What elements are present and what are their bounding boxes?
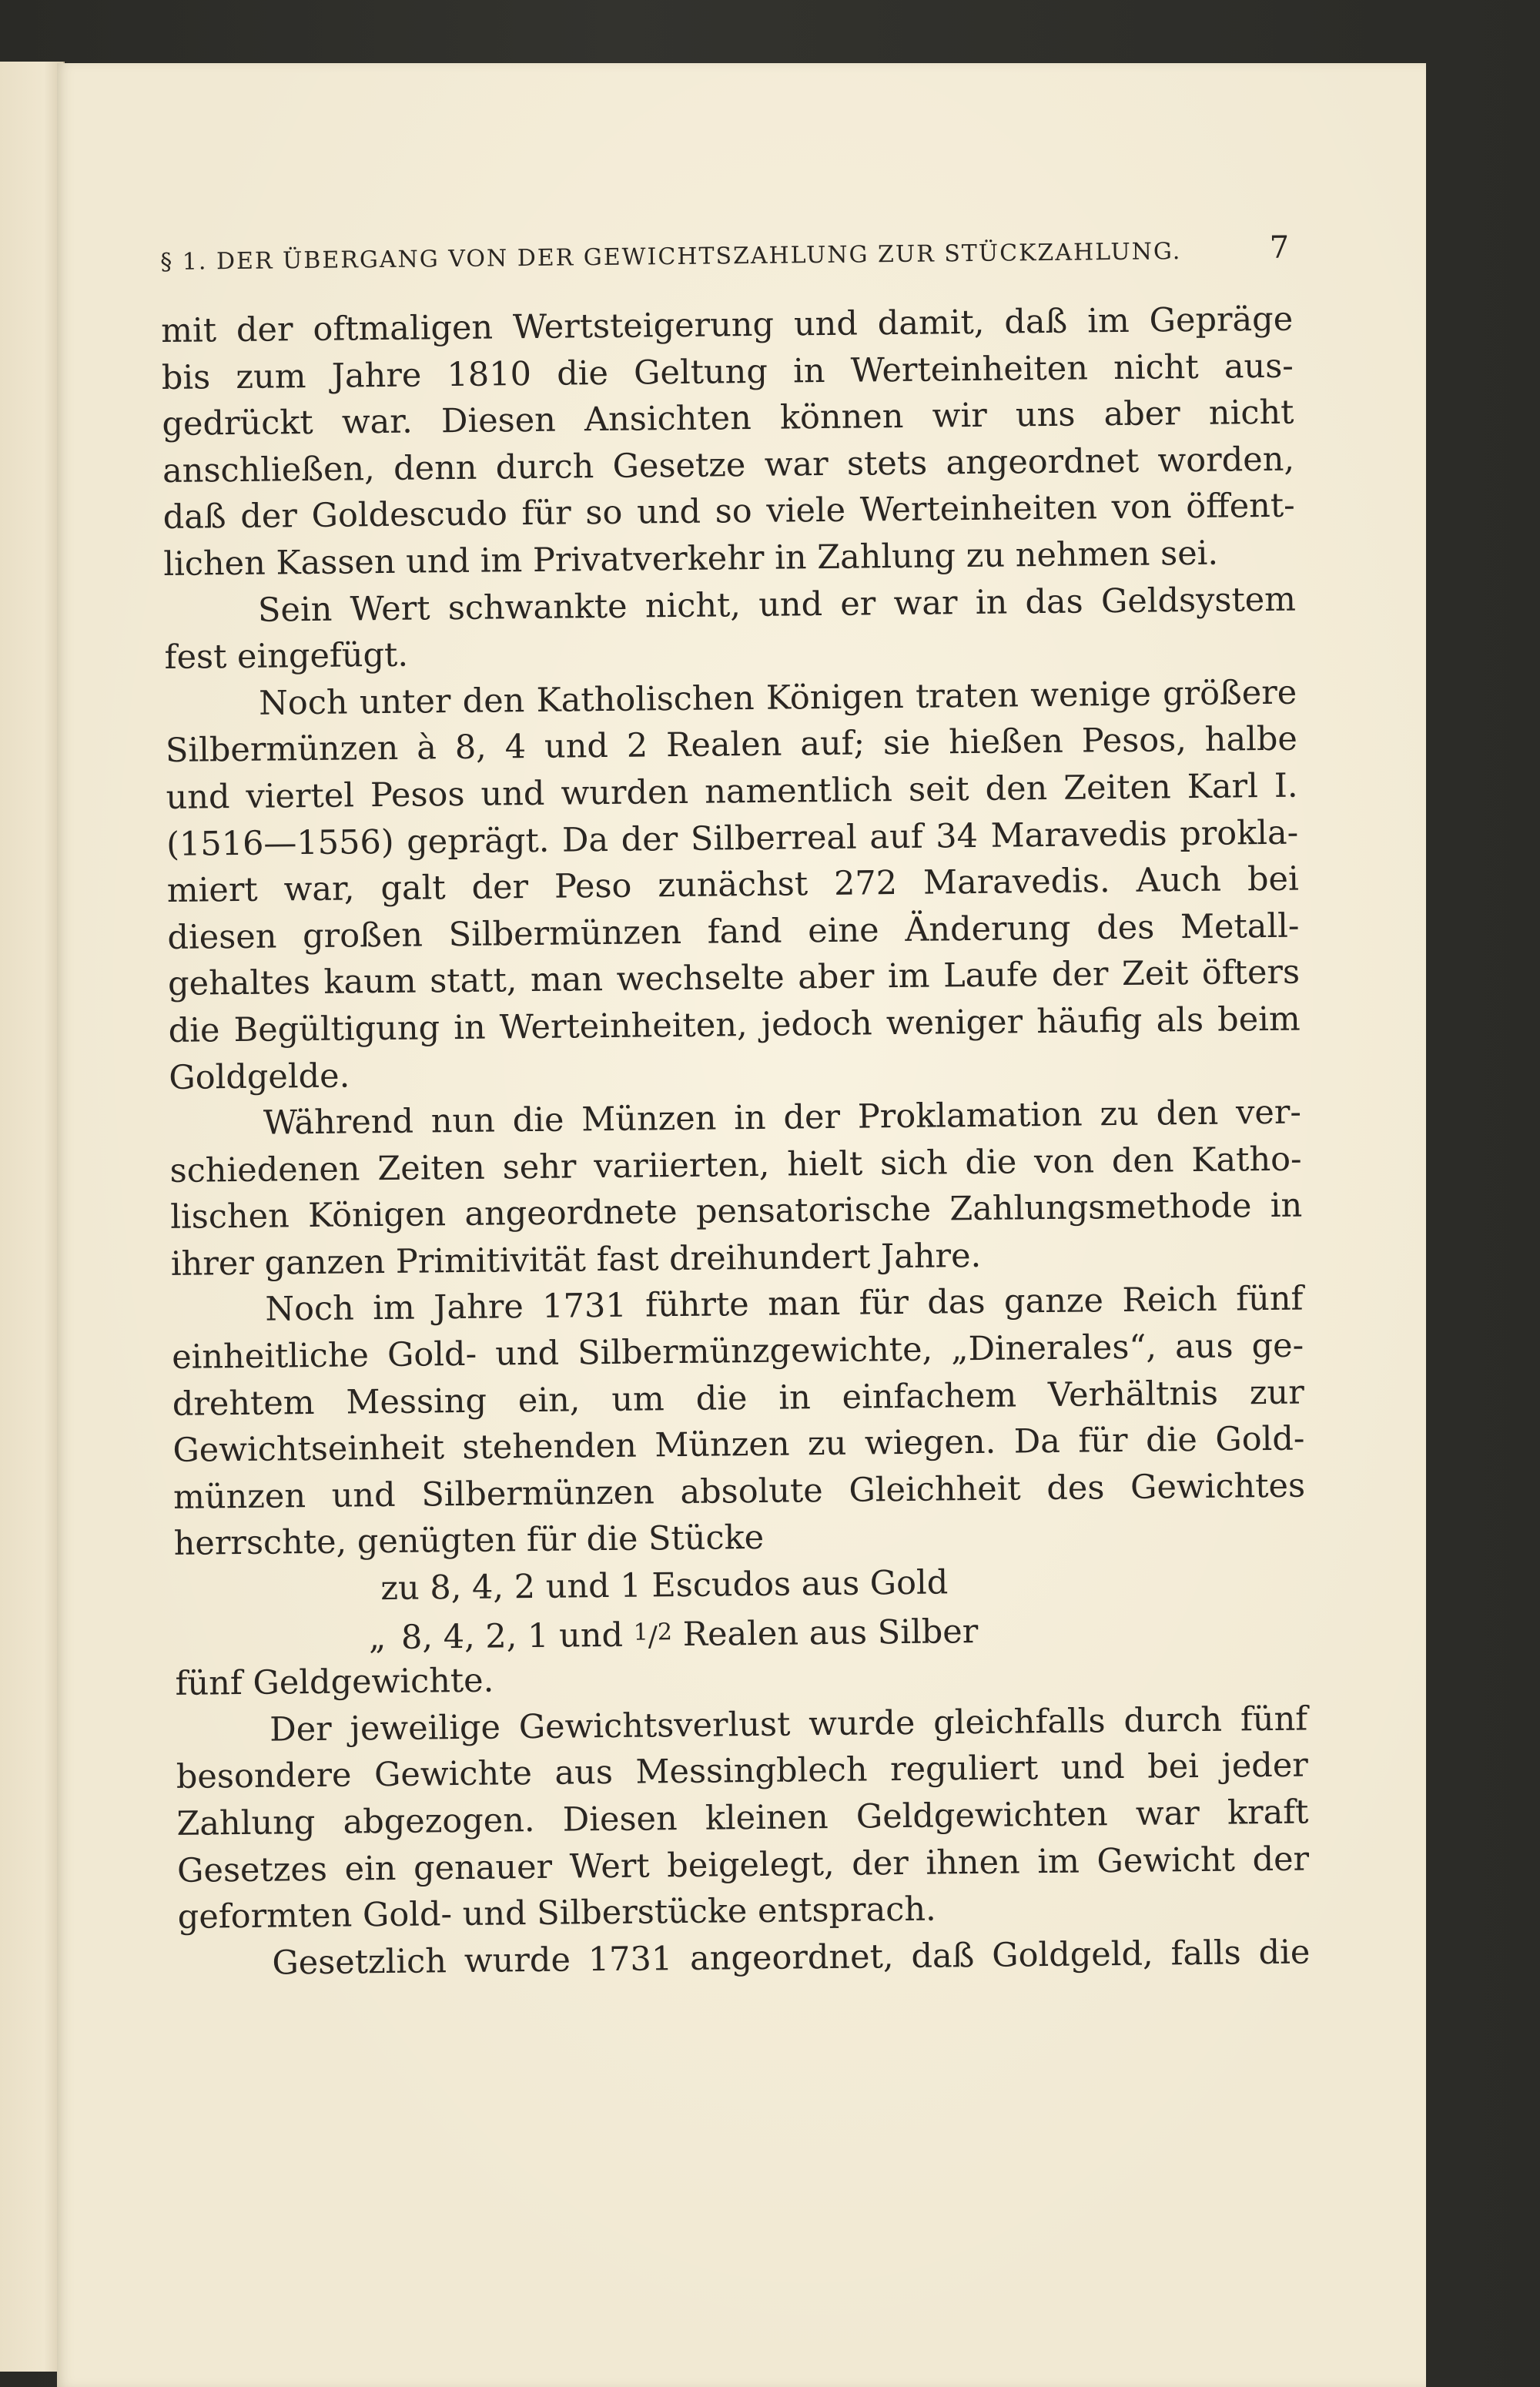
text-line: einheitliche Gold- und Silbermünzgewichte, „Dinerales“, aus ge- <box>171 1326 1304 1377</box>
text-line: fünf Geldgewichte. <box>175 1661 494 1704</box>
text-line: Goldgelde. <box>169 1056 350 1097</box>
text-line: miert war, galt der Peso zunächst 272 Maravedis. Auch bei <box>166 859 1300 911</box>
text-line: (1516—1556) geprägt. Da der Silberreal auf 34 Maravedis prokla- <box>166 813 1299 864</box>
text-line: schiedenen Zeiten sehr variierten, hielt sich die von den Katho- <box>169 1140 1302 1190</box>
coin-list-silver-end: Realen aus Silber <box>682 1612 979 1654</box>
text-line: die Begültigung in Werteinheiten, jedoch weniger häufig als beim <box>168 999 1301 1050</box>
text-line: mit der oftmaligen Wertsteigerung und damit, daß im Gepräge <box>160 300 1294 350</box>
text-line: und viertel Pesos und wurden namentlich seit den Zeiten Karl I. <box>166 766 1298 817</box>
paragraph-1 <box>161 296 1296 588</box>
text-line: münzen und Silbermünzen absolute Gleichheit des Gewichtes <box>172 1466 1306 1517</box>
paragraph-4 <box>169 1090 1303 1288</box>
section-title: § 1. DER ÜBERGANG VON DER GEWICHTSZAHLUNG ZUR STÜCKZAHLUNG. <box>160 238 1182 276</box>
text-line: Gesetzlich wurde 1731 angeordnet, daß Goldgeld, falls die <box>272 1933 1311 1983</box>
text-line: Während nun die Münzen in der Proklamation zu den ver- <box>263 1093 1302 1143</box>
text-line: Sein Wert schwankte nicht, und er war in das Geldsystem <box>257 580 1297 630</box>
running-head <box>160 230 1292 277</box>
coin-list-silver-start: 8, 4, 2, 1 und <box>400 1615 624 1657</box>
text-line: geformten Gold- und Silberstücke entsprach. <box>177 1890 936 1937</box>
fraction-slash: / <box>648 1620 658 1653</box>
text-line: anschließen, denn durch Gesetze war stets angeordnet worden, <box>162 440 1295 490</box>
text-line: gedrückt war. Diesen Ansichten können wir uns aber nicht <box>162 393 1294 444</box>
text-line: bis zum Jahre 1810 die Geltung in Werteinheiten nicht aus- <box>161 346 1294 397</box>
text-line: Silbermünzen à 8, 4 und 2 Realen auf; sie hießen Pesos, halbe <box>165 719 1298 771</box>
ditto-mark: „ <box>368 1618 387 1657</box>
text-line: fest eingefügt. <box>164 635 409 678</box>
previous-page-edge <box>0 62 65 2372</box>
text-line: herrschte, genügten für die Stücke <box>173 1518 765 1564</box>
text-line: Zahlung abgezogen. Diesen kleinen Geldgewichten war kraft <box>176 1793 1309 1843</box>
text-line: gehaltes kaum statt, man wechselte aber im Laufe der Zeit öfters <box>167 952 1301 1004</box>
text-line: Gewichtseinheit stehenden Münzen zu wiegen. Da für die Gold- <box>172 1419 1305 1471</box>
text-line: Noch unter den Katholischen Königen traten wenige größere <box>259 673 1297 723</box>
text-line: drehtem Messing ein, um die in einfachem Verhältnis zur <box>172 1373 1304 1424</box>
coin-list-gold: zu 8, 4, 2 und 1 Escudos aus Gold <box>380 1563 949 1609</box>
paragraph-6 <box>176 1696 1310 1940</box>
book-page <box>57 63 1426 2387</box>
paragraph-5 <box>171 1276 1307 1708</box>
page-number: 7 <box>1269 229 1291 266</box>
paragraph-2 <box>164 576 1297 681</box>
text-line: Der jeweilige Gewichtsverlust wurde gleichfalls durch fünf <box>269 1699 1308 1749</box>
paragraph-3 <box>165 669 1301 1101</box>
text-line: ihrer ganzen Primitivität fast dreihundert Jahre. <box>170 1236 982 1284</box>
fraction-denominator: 2 <box>657 1618 673 1645</box>
text-line: besondere Gewichte aus Messingblech reguliert und bei jeder <box>176 1746 1309 1797</box>
text-line: Gesetzes ein genauer Wert beigelegt, der ihnen im Gewicht der <box>176 1840 1310 1890</box>
text-line: lichen Kassen und im Privatverkehr in Zahlung zu nehmen sei. <box>163 534 1219 584</box>
fraction-numerator: 1 <box>633 1619 648 1646</box>
text-line: lischen Königen angeordnete pensatorische Zahlungsmethode in <box>170 1186 1303 1237</box>
text-line: daß der Goldescudo für so und so viele Werteinheiten von öffent- <box>162 486 1295 537</box>
text-line: diesen großen Silbermünzen fand eine Änderung des Metall- <box>167 906 1300 957</box>
page-text <box>160 230 1311 1988</box>
text-line: Noch im Jahre 1731 führte man für das ganze Reich fünf <box>265 1280 1304 1330</box>
